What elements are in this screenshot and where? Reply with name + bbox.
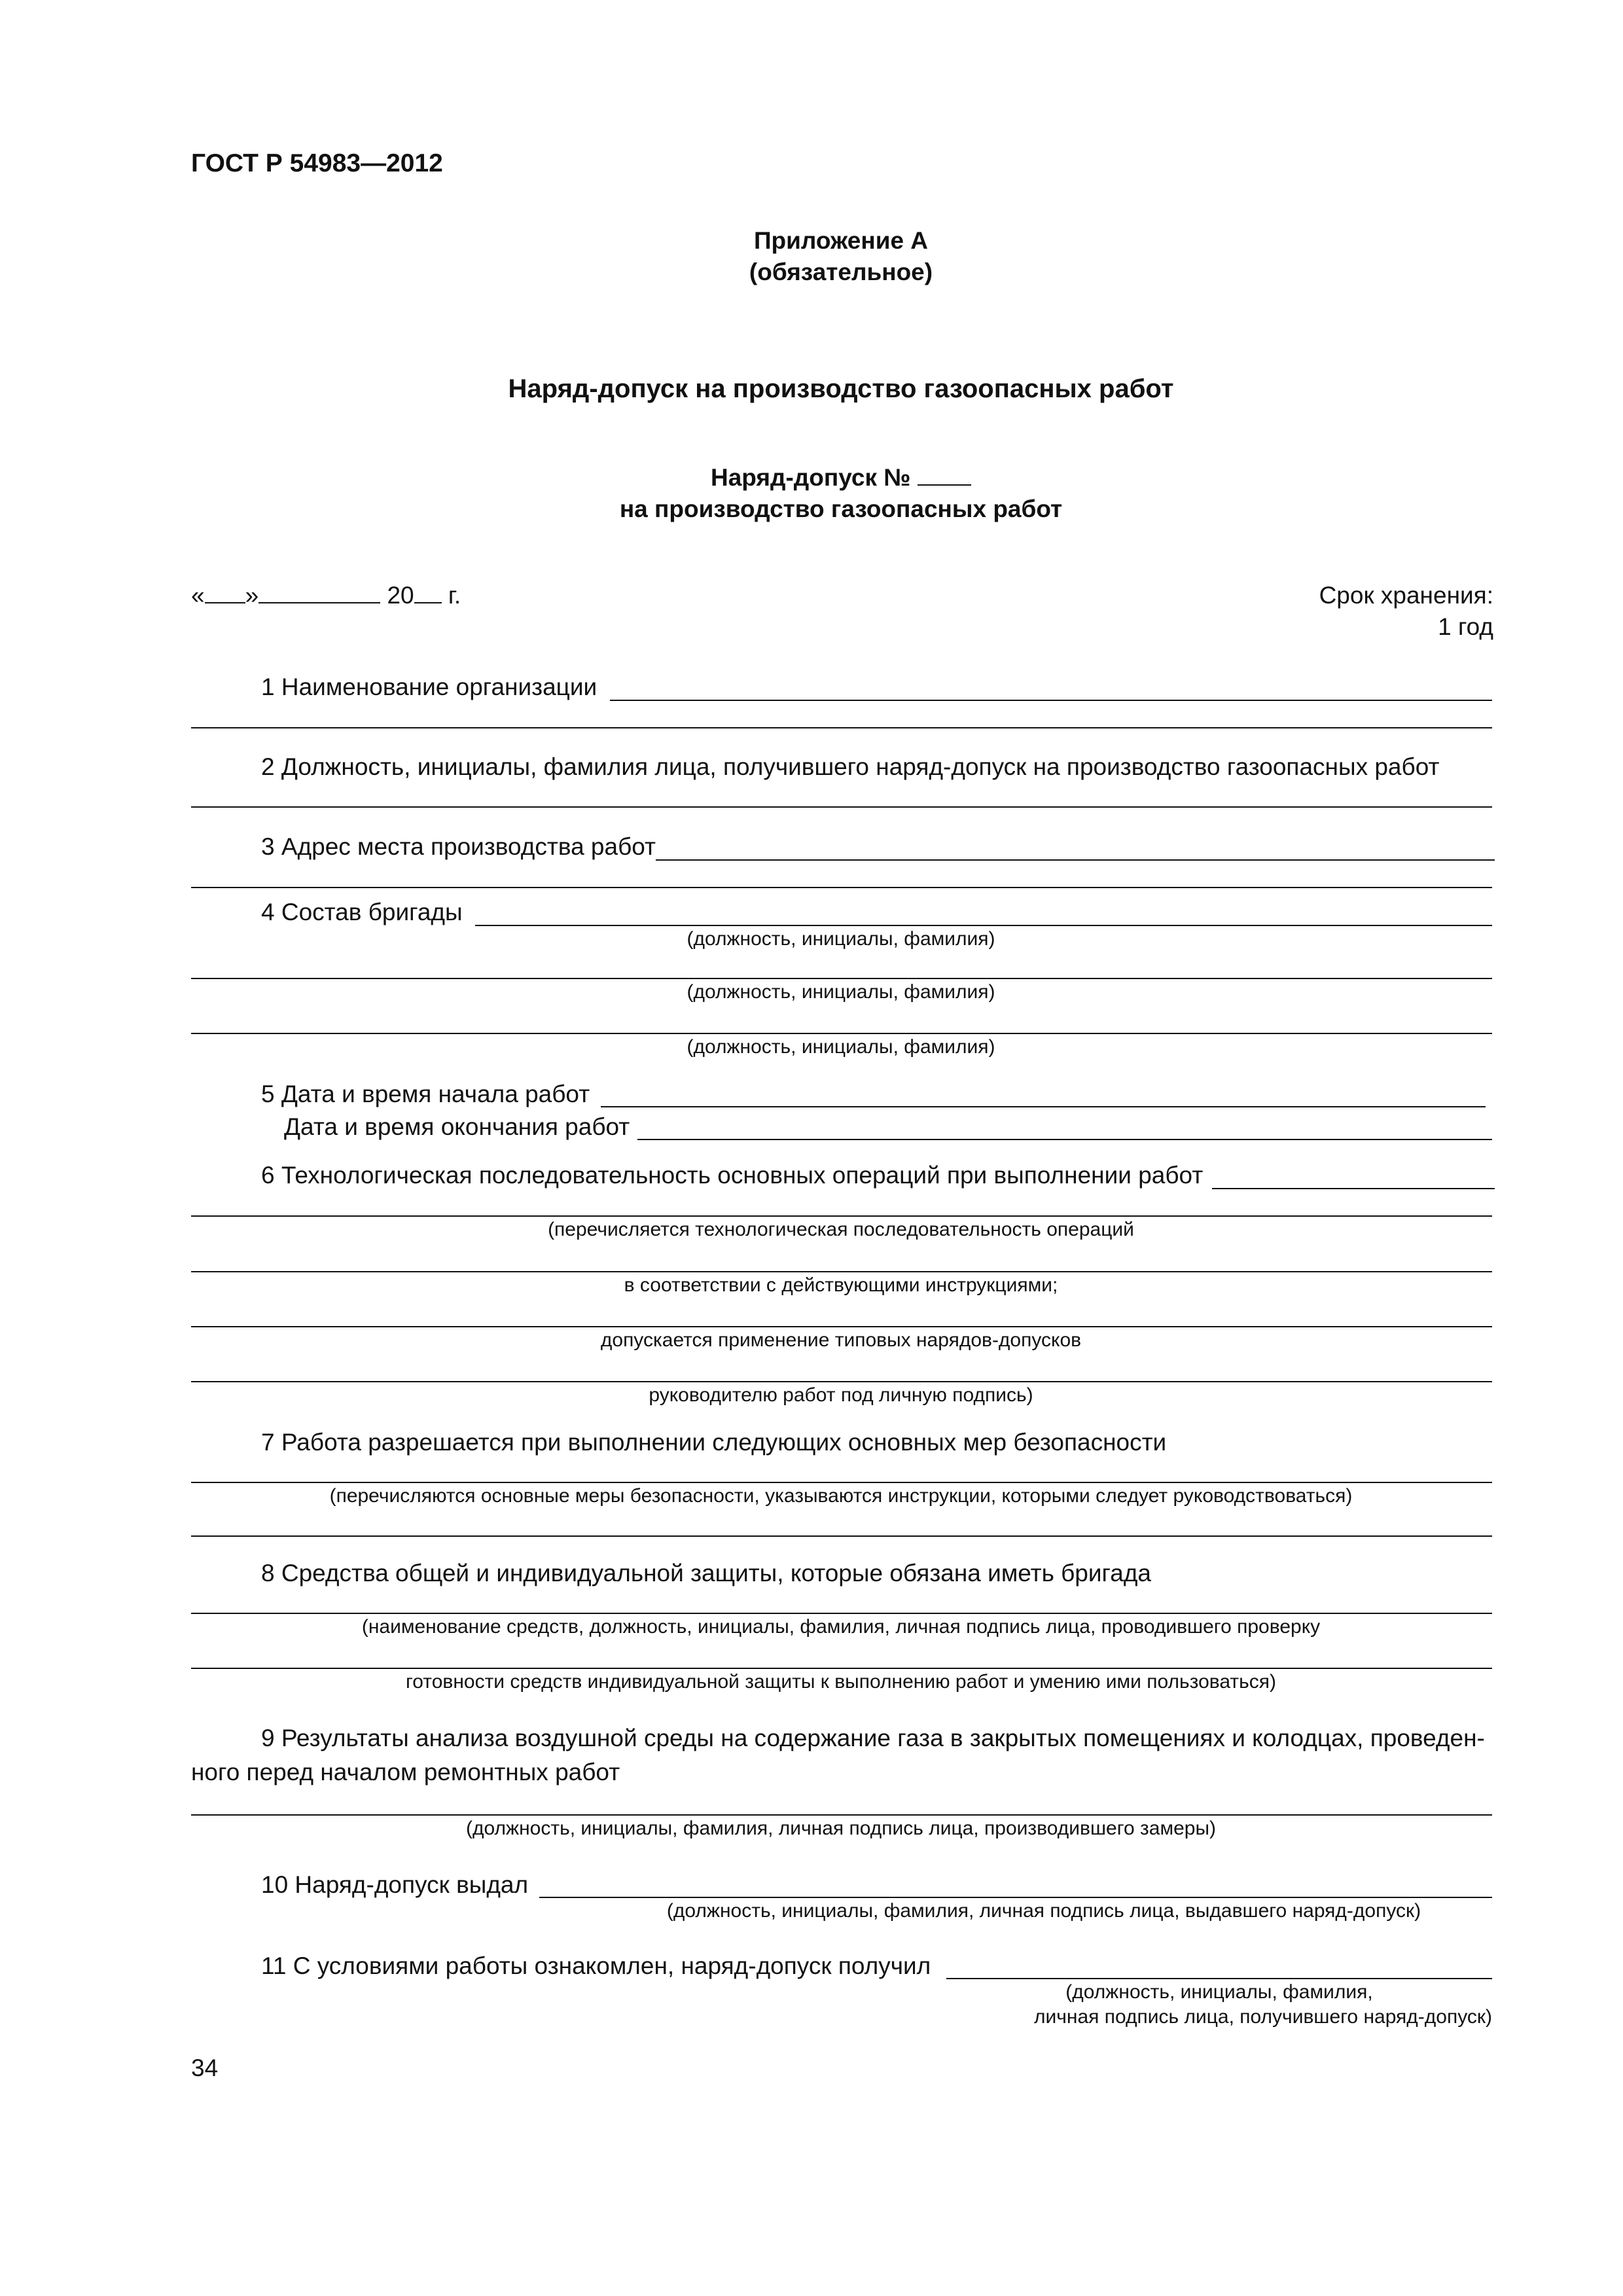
- retention-label: Срок хранения:: [1319, 582, 1493, 609]
- item-11-hint-1: (должность, инициалы, фамилия,: [1065, 1981, 1373, 2003]
- item-4-hint-2: (должность, инициалы, фамилия): [687, 981, 995, 1003]
- item-9-line: [191, 1814, 1492, 1816]
- item-4-hint-3: (должность, инициалы, фамилия): [687, 1036, 995, 1058]
- item-8-label: 8 Средства общей и индивидуальной защиты, которые обязана иметь бригада: [261, 1560, 1151, 1587]
- item-4-line-1: [475, 925, 1492, 926]
- item-7-line: [191, 1482, 1492, 1483]
- item-6-line: [1212, 1188, 1495, 1189]
- item-6-hint-3: допускается применение типовых нарядов-допусков: [600, 1329, 1082, 1351]
- item-4-label: 4 Состав бригады: [261, 899, 463, 925]
- day-blank: [205, 583, 245, 603]
- permit-number: [711, 463, 971, 492]
- item-11-label: 11 С условиями работы ознакомлен, наряд-допуск получил: [261, 1952, 931, 1979]
- item-11-line: [946, 1978, 1492, 1979]
- retention-value: 1 год: [1438, 613, 1493, 640]
- item-5-end-line: [637, 1139, 1492, 1140]
- item-5-start-label: 5 Дата и время начала работ: [261, 1081, 590, 1107]
- permit-number-label: Наряд-допуск №: [711, 464, 911, 491]
- item-8-hint-2: готовности средств индивидуальной защиты к выполнению работ и умению ими пользоваться): [405, 1671, 1277, 1693]
- item-4-line-2: [191, 978, 1492, 979]
- date-line: [191, 581, 461, 610]
- item-2-label: 2 Должность, инициалы, фамилия лица, получившего наряд-допуск на производство газоопасных работ: [261, 753, 1440, 780]
- appendix-status: (обязательное): [749, 259, 933, 285]
- item-3-line: [656, 859, 1495, 861]
- standard-number: ГОСТ Р 54983—2012: [191, 149, 443, 177]
- item-6-hint-2: в соответствии с действующими инструкциями;: [624, 1274, 1058, 1296]
- month-blank: [259, 583, 380, 603]
- item-1-label: 1 Наименование организации: [261, 673, 597, 700]
- permit-subtitle: на производство газоопасных работ: [619, 495, 1063, 522]
- item-2-line: [191, 806, 1492, 808]
- item-5-start-line: [601, 1106, 1486, 1107]
- date-open-quote: «: [191, 582, 205, 609]
- item-6-line-3: [191, 1271, 1492, 1272]
- item-7-line-2: [191, 1535, 1492, 1537]
- item-9-line-2: ного перед началом ремонтных работ: [191, 1759, 620, 1785]
- item-10-line: [539, 1897, 1492, 1898]
- page-number: 34: [191, 2054, 219, 2081]
- year-prefix: 20: [387, 582, 414, 609]
- year-blank: [414, 583, 442, 603]
- item-6-line-5: [191, 1381, 1492, 1382]
- item-4-line-3: [191, 1033, 1492, 1034]
- item-3-label: 3 Адрес места производства работ: [261, 833, 656, 860]
- item-8-line-2: [191, 1668, 1492, 1669]
- item-9-hint: (должность, инициалы, фамилия, личная подпись лица, производившего замеры): [465, 1818, 1217, 1839]
- item-6-line-4: [191, 1326, 1492, 1327]
- year-suffix: г.: [448, 582, 461, 609]
- item-10-label: 10 Наряд-допуск выдал: [261, 1871, 529, 1898]
- item-9-line-1: 9 Результаты анализа воздушной среды на содержание газа в закрытых помещениях и колодцах, проведен-: [261, 1725, 1485, 1751]
- item-6-label: 6 Технологическая последовательность основных операций при выполнении работ: [261, 1162, 1204, 1189]
- item-4-hint-1: (должность, инициалы, фамилия): [687, 928, 995, 950]
- item-6-hint-1: (перечисляется технологическая последовательность операций: [548, 1219, 1134, 1240]
- item-7-hint: (перечисляются основные меры безопасности, указываются инструкции, которыми следует руководствоваться): [329, 1485, 1353, 1507]
- item-10-hint: (должность, инициалы, фамилия, личная подпись лица, выдавшего наряд-допуск): [666, 1900, 1421, 1922]
- appendix-title: Приложение А: [753, 227, 929, 254]
- date-close-quote: »: [245, 582, 259, 609]
- item-8-hint-1: (наименование средств, должность, инициалы, фамилия, личная подпись лица, проводившего проверку: [361, 1616, 1321, 1638]
- item-5-end-label: Дата и время окончания работ: [284, 1113, 630, 1140]
- item-6-hint-4: руководителю работ под личную подпись): [649, 1384, 1033, 1406]
- item-7-label: 7 Работа разрешается при выполнении следующих основных мер безопасности: [261, 1429, 1167, 1456]
- item-6-line-2: [191, 1215, 1492, 1217]
- item-8-line: [191, 1613, 1492, 1614]
- item-3-line-2: [191, 887, 1492, 888]
- form-title: Наряд-допуск на производство газоопасных работ: [508, 374, 1174, 403]
- item-1-line-2: [191, 727, 1492, 728]
- permit-number-blank: [918, 465, 971, 486]
- item-1-line: [610, 700, 1492, 701]
- item-11-hint-2: личная подпись лица, получившего наряд-допуск): [1034, 2006, 1492, 2028]
